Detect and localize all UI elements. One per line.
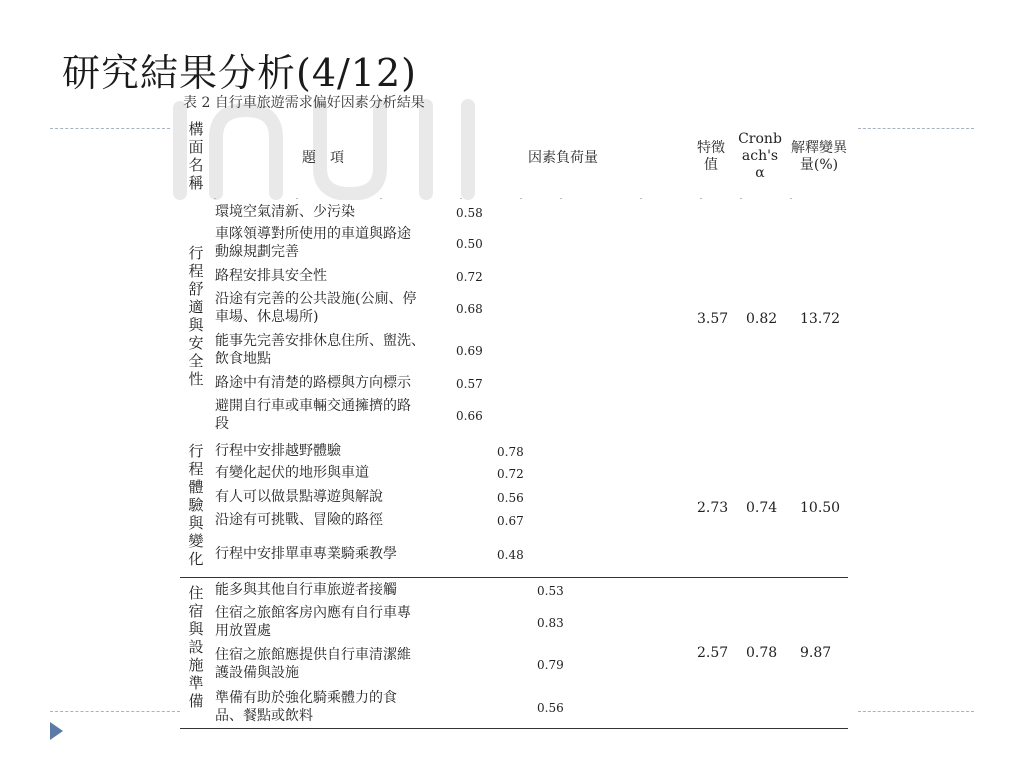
variance-value: 13.72 <box>800 311 841 327</box>
dimension-label: 住宿與設施準備 <box>188 584 204 710</box>
item-text: 準備有助於強化騎乘體力的食 <box>215 690 397 706</box>
item-text: 能多與其他自行車旅遊者接觸 <box>215 582 397 598</box>
top-left-dashed-rule <box>50 128 170 129</box>
header-guide-dot <box>380 198 382 199</box>
cronbach-value: 0.82 <box>746 311 778 327</box>
header-guide-dot <box>640 198 642 199</box>
table-caption: 表 2 自行車旅遊需求偏好因素分析結果 <box>183 95 425 111</box>
item-text: 住宿之旅館客房內應有自行車專 <box>215 605 411 621</box>
item-text: 環境空氣清新、少污染 <box>215 204 355 220</box>
item-text: 用放置處 <box>215 623 271 639</box>
factor-loading: 0.69 <box>456 344 483 358</box>
item-text: 沿途有完善的公共設施(公廁、停 <box>215 291 417 307</box>
factor-loading: 0.72 <box>456 270 483 284</box>
factor-loading: 0.79 <box>537 658 564 672</box>
bottom-right-dashed-rule <box>858 711 974 712</box>
item-text: 路程安排具安全性 <box>215 268 327 284</box>
factor-loading: 0.53 <box>537 584 564 598</box>
table-rule <box>180 577 848 578</box>
item-text: 動線規劃完善 <box>215 244 299 260</box>
nav-arrow-icon[interactable] <box>50 722 63 740</box>
item-text: 行程中安排單車專業騎乘教學 <box>215 546 397 562</box>
header-guide-dot <box>296 198 298 199</box>
bottom-left-dashed-rule <box>50 711 180 712</box>
cronbach-value: 0.74 <box>746 500 778 516</box>
item-text: 沿途有可挑戰、冒險的路徑 <box>215 512 383 528</box>
factor-loading: 0.66 <box>456 409 483 423</box>
header-guide-dot <box>520 198 522 199</box>
item-text: 護設備與設施 <box>215 665 299 681</box>
slide-title: 研究結果分析(4/12) <box>62 51 417 95</box>
header-guide-dot <box>214 198 216 199</box>
table-rule <box>180 728 848 729</box>
factor-loading: 0.68 <box>456 302 483 316</box>
item-text: 車隊領導對所使用的車道與路途 <box>215 226 411 242</box>
factor-loading: 0.67 <box>497 514 524 528</box>
eigenvalue-value: 2.73 <box>697 500 729 516</box>
factor-loading: 0.56 <box>537 701 564 715</box>
factor-loading: 0.58 <box>456 206 483 220</box>
item-text: 行程中安排越野體驗 <box>215 443 341 459</box>
header-dimension: 構面名稱 <box>188 120 204 192</box>
dimension-label: 行程體驗與變化 <box>188 442 204 568</box>
header-guide-dot <box>790 198 792 199</box>
factor-loading: 0.57 <box>456 377 483 391</box>
watermark-logo <box>168 98 498 200</box>
eigenvalue-value: 2.57 <box>697 645 729 661</box>
item-text: 段 <box>215 416 229 432</box>
header-guide-dot <box>560 198 562 199</box>
item-text: 飲食地點 <box>215 351 271 367</box>
header-item: 題 項 <box>302 150 344 166</box>
item-text: 有人可以做景點導遊與解說 <box>215 489 383 505</box>
header-guide-dot <box>700 198 702 199</box>
item-text: 車場、休息場所) <box>215 309 319 325</box>
header-cronbach: Cronbach's α <box>738 131 782 181</box>
item-text: 品、餐點或飲料 <box>215 708 313 724</box>
item-text: 避開自行車或車輛交通擁擠的路 <box>215 398 411 414</box>
header-variance: 解釋變異量(%) <box>791 140 847 173</box>
cronbach-value: 0.78 <box>746 645 778 661</box>
factor-loading: 0.83 <box>537 616 564 630</box>
dimension-label: 行程舒適與安全性 <box>188 244 204 388</box>
factor-loading: 0.56 <box>497 491 524 505</box>
header-loading: 因素負荷量 <box>528 150 598 166</box>
top-right-dashed-rule <box>858 128 974 129</box>
header-guide-dot <box>460 198 462 199</box>
header-guide-dot <box>740 198 742 199</box>
variance-value: 10.50 <box>800 500 841 516</box>
factor-loading: 0.78 <box>497 445 524 459</box>
item-text: 能事先完善安排休息住所、盥洗、 <box>215 333 425 349</box>
item-text: 路途中有清楚的路標與方向標示 <box>215 375 411 391</box>
factor-loading: 0.48 <box>497 548 524 562</box>
eigenvalue-value: 3.57 <box>697 311 729 327</box>
factor-loading: 0.50 <box>456 237 483 251</box>
variance-value: 9.87 <box>800 645 832 661</box>
item-text: 有變化起伏的地形與車道 <box>215 465 369 481</box>
header-eigenvalue: 特徵值 <box>697 140 725 173</box>
item-text: 住宿之旅館應提供自行車清潔維 <box>215 647 411 663</box>
factor-loading: 0.72 <box>497 467 524 481</box>
